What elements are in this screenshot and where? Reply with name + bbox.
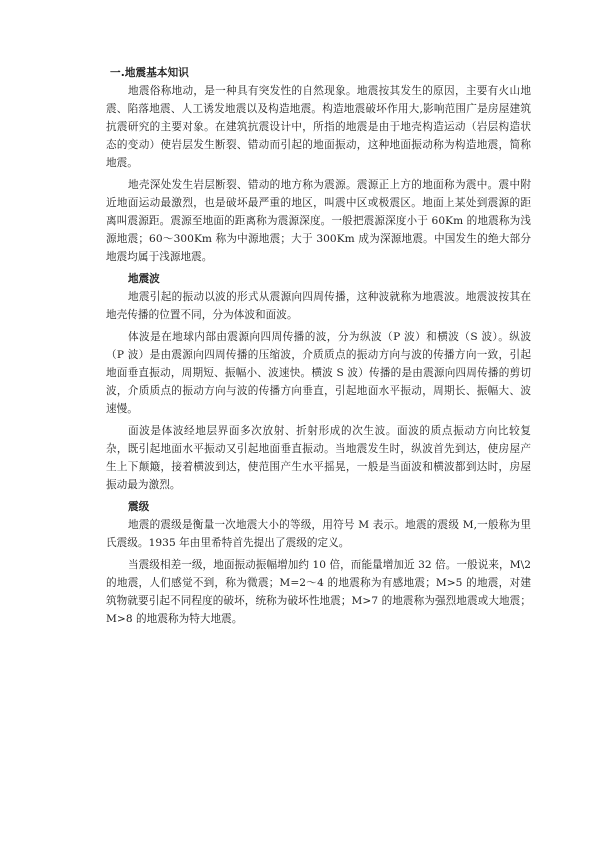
paragraph-hypocenter: 地壳深处发生岩层断裂、错动的地方称为震源。震源正上方的地面称为震中。震中附近地面运动最激烈，也是破坏最严重的地区，叫震中区或极震区。地面上某处到震源的距离叫震源距。震源至地面的距离称为震源深度。一般把震源深度小于 60Km 的地震称为浅源地震；60～300Km 称为中源地震；大于 300Km 成为深源地震。中国发生的绝大部分地震均属于浅源地震。 — [106, 179, 531, 263]
subheading-magnitude: 震级 — [128, 501, 150, 513]
paragraph-surface-waves: 面波是体波经地层界面多次放射、折射形成的次生波。面波的质点振动方向比较复杂，既引起地面水平振动又引起地面垂直振动。当地震发生时，纵波首先到达，使房屋产生上下颠簸，接着横波到达，使范围产生水平摇晃，一般是当面波和横波都到达时，房屋振动最为激烈。 — [106, 425, 531, 491]
document-content — [106, 64, 531, 632]
paragraph-body-waves: 体波是在地球内部由震源向四周传播的波，分为纵波（P 波）和横波（S 波）。纵波（P 波）是由震源向四周传播的压缩波，介质质点的振动方向与波的传播方向一致，引起地面垂直振动，周期短、振幅小、波速快。横波 S 波）传播的是由震源向四周传播的剪切波，介质质点的振动方向与波的传播方向垂直，引起地面水平振动，周期长、振幅大、波速慢。 — [106, 331, 531, 415]
paragraph-earthquake-definition: 地震俗称地动，是一种具有突发性的自然现象。地震按其发生的原因，主要有火山地震、陷落地震、人工诱发地震以及构造地震。构造地震破坏作用大,影响范围广是房屋建筑抗震研究的主要对象。在建筑抗震设计中，所指的地震是由于地壳构造运动（岩层构造状态的变动）使岩层发生断裂、错动而引起的地面振动，这种地面振动称为构造地震，简称地震。 — [106, 85, 531, 169]
paragraph-magnitude-definition: 地震的震级是衡量一次地震大小的等级，用符号 M 表示。地震的震级 M,一般称为里氏震级。1935 年由里希特首先提出了震级的定义。 — [106, 519, 531, 549]
paragraph-seismic-waves: 地震引起的振动以波的形式从震源向四周传播，这种波就称为地震波。地震波按其在地壳传播的位置不同，分为体波和面波。 — [106, 291, 531, 321]
section-title: 一.地震基本知识 — [110, 67, 189, 79]
paragraph-magnitude-scale: 当震级相差一级，地面振动振幅增加约 10 倍，而能量增加近 32 倍。一般说来，M\2 的地震，人们感觉不到，称为微震；M=2～4 的地震称为有感地震；M>5 的地震，对建筑物就要引起不同程度的破坏，统称为破坏性地震；M>7 的地震称为强烈地震或大地震；M>8 的地震称为特大地震。 — [106, 559, 531, 625]
subheading-seismic-waves: 地震波 — [128, 273, 160, 285]
